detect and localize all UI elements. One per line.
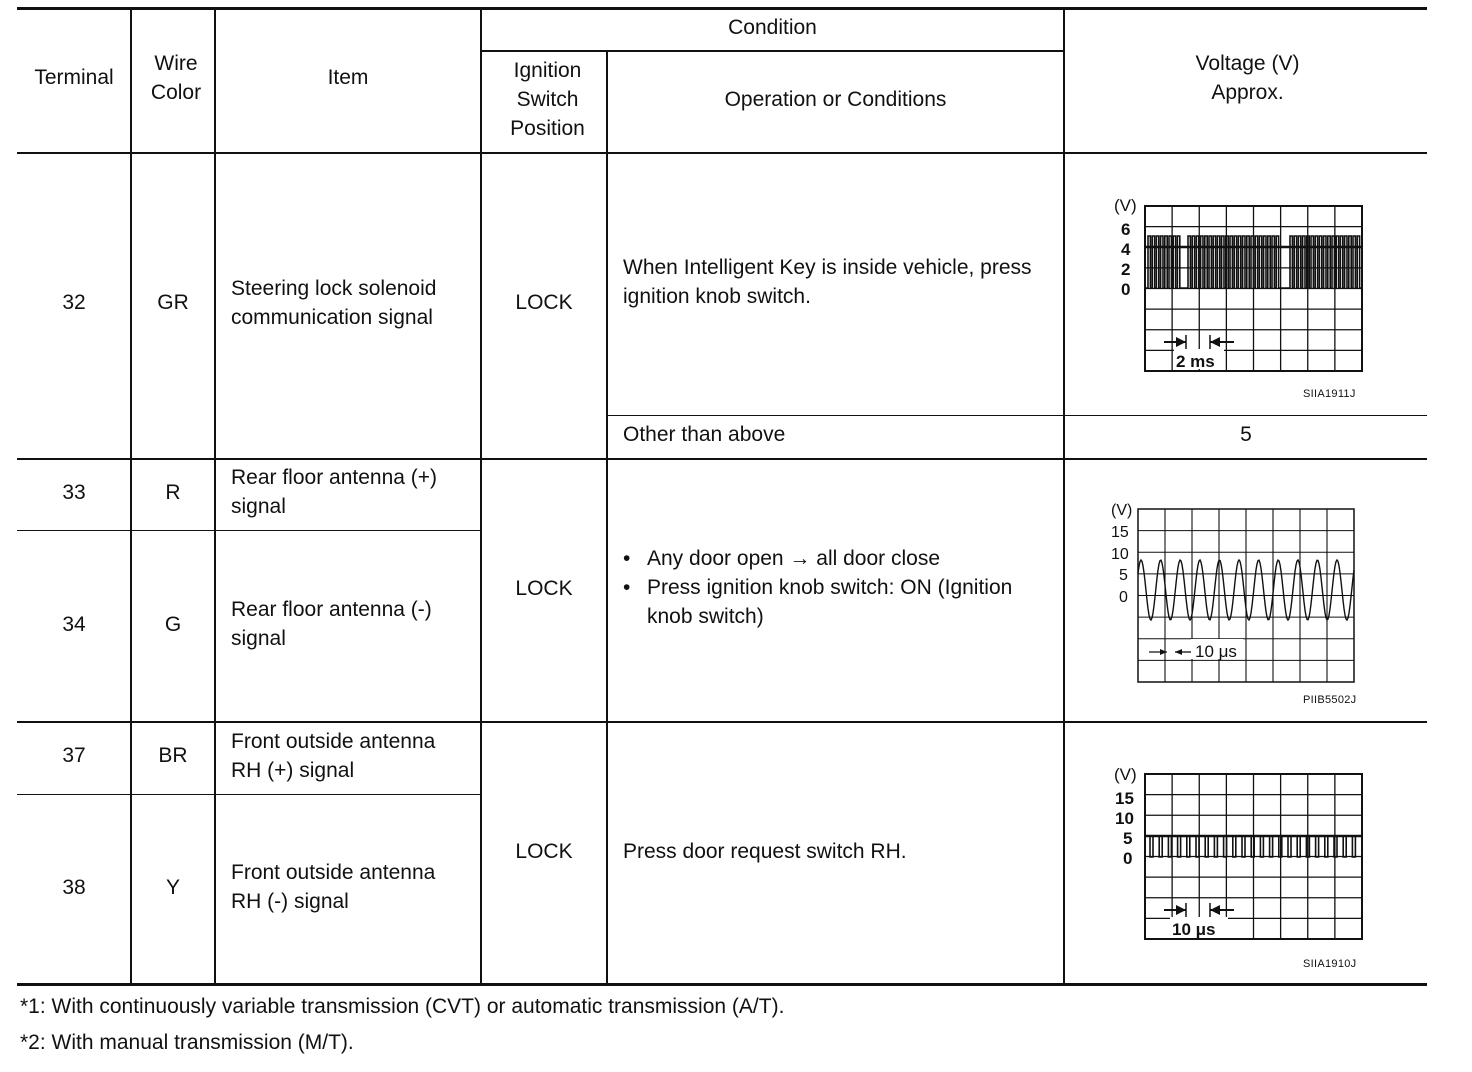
header-operation-or-conditions: Operation or Conditions — [724, 88, 947, 111]
waveform-unit-label: (V) — [1114, 196, 1137, 215]
row-rule — [17, 794, 481, 795]
row-rule — [17, 458, 1427, 460]
y-tick-label: 15 — [1115, 789, 1134, 808]
header-terminal: Terminal — [34, 66, 114, 89]
waveform-graph — [1110, 195, 1370, 380]
header-voltage: Voltage (V) Approx. — [1195, 52, 1300, 104]
table-bottom-border — [17, 983, 1427, 986]
wire-color-cell: BR — [158, 744, 188, 767]
condition-bullet: • Any door open → all door close — [623, 544, 1058, 573]
y-tick-label: 2 — [1121, 260, 1131, 279]
waveform-unit-label: (V) — [1114, 765, 1137, 784]
y-tick-label: 4 — [1121, 240, 1131, 259]
footnote: *2: With manual transmission (M/T). — [20, 1031, 354, 1054]
waveform-code: PIIB5502J — [1303, 694, 1357, 706]
y-tick-label: 0 — [1123, 849, 1133, 868]
wire-color-cell: G — [164, 613, 182, 636]
terminal-cell: 34 — [62, 613, 86, 636]
waveform-code: SIIA1910J — [1303, 958, 1357, 970]
voltage-value: 5 — [1240, 423, 1252, 446]
wire-color-cell: Y — [165, 876, 180, 899]
terminal-cell: 32 — [62, 291, 86, 314]
item-cell: Rear floor antenna (+) signal — [231, 466, 438, 518]
condition-cell: Press door request switch RH. — [623, 840, 907, 863]
header-bottom-rule — [17, 152, 1427, 154]
ignition-position-cell: LOCK — [515, 577, 573, 600]
y-tick-label: 15 — [1111, 524, 1129, 541]
terminal-cell: 38 — [62, 876, 86, 899]
ignition-position-cell: LOCK — [515, 291, 573, 314]
time-scale-label: 10 μs — [1195, 642, 1237, 661]
column-rule — [214, 9, 216, 985]
condition-divider — [481, 50, 1064, 52]
waveform-code: SIIA1911J — [1303, 388, 1356, 400]
item-cell: Steering lock solenoid communication signal — [231, 277, 437, 329]
header-condition: Condition — [728, 16, 817, 39]
wire-color-cell: GR — [157, 291, 189, 314]
condition-cell: When Intelligent Key is inside vehicle, press ignition knob switch. — [623, 256, 1032, 308]
waveform-graph — [1105, 498, 1365, 683]
row-rule — [17, 530, 481, 531]
condition-cell: Other than above — [623, 423, 786, 446]
wire-color-cell: R — [165, 481, 181, 504]
footnote: *1: With continuously variable transmission (CVT) or automatic transmission (A/T). — [20, 995, 785, 1018]
time-scale-label: 2 ms — [1176, 352, 1215, 371]
header-wire-color: Wire Color — [150, 52, 202, 104]
y-tick-label: 0 — [1121, 280, 1131, 299]
item-cell: Rear floor antenna (-) signal — [231, 598, 432, 650]
y-tick-label: 10 — [1115, 809, 1134, 828]
y-tick-label: 10 — [1111, 546, 1129, 563]
y-tick-label: 5 — [1123, 829, 1133, 848]
table-top-border — [17, 7, 1427, 10]
row-rule — [17, 721, 1427, 723]
header-ignition-switch-position: Ignition Switch Position — [510, 59, 585, 140]
y-tick-label: 5 — [1119, 567, 1128, 584]
header-item: Item — [327, 66, 369, 89]
row-rule — [607, 415, 1427, 416]
time-scale-label: 10 μs — [1172, 920, 1216, 939]
condition-cell — [623, 544, 1058, 631]
y-tick-label: 6 — [1121, 220, 1131, 239]
item-cell: Front outside antenna RH (-) signal — [231, 861, 436, 913]
y-tick-label: 0 — [1119, 589, 1128, 606]
waveform-unit-label: (V) — [1111, 502, 1133, 519]
item-cell: Front outside antenna RH (+) signal — [231, 730, 436, 782]
column-rule — [606, 51, 608, 985]
condition-bullet: • Press ignition knob switch: ON (Ignition knob switch) — [623, 573, 1058, 631]
ignition-position-cell: LOCK — [515, 840, 573, 863]
terminal-cell: 37 — [62, 744, 86, 767]
terminal-cell: 33 — [62, 481, 86, 504]
column-rule — [1063, 9, 1065, 985]
waveform-graph — [1110, 763, 1370, 948]
